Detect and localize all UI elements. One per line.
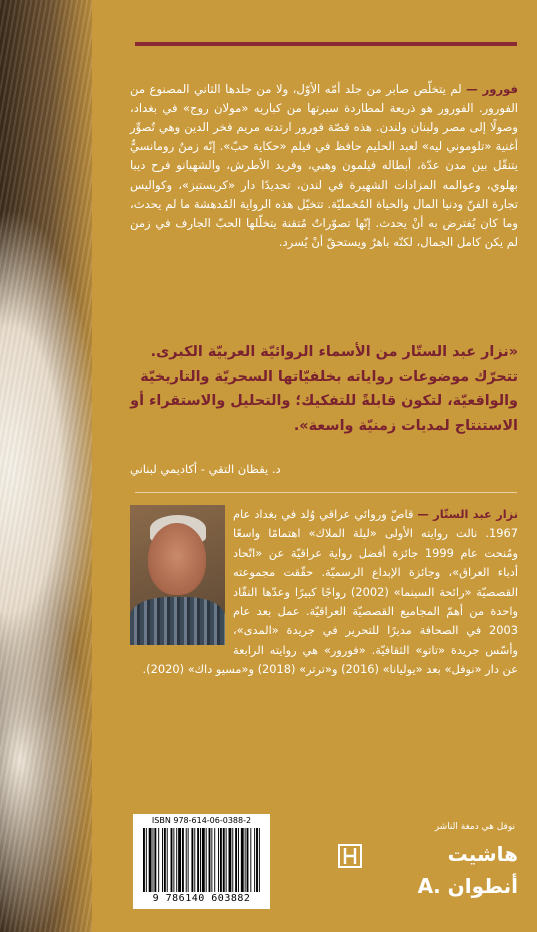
barcode-bar — [149, 828, 152, 892]
barcode-bar — [164, 828, 166, 892]
publisher-note: نوفل هي دمغة الناشر — [434, 822, 515, 832]
barcode-bar — [259, 828, 260, 892]
barcode-bar — [223, 828, 225, 892]
barcode-bar — [202, 828, 205, 892]
barcode-bar — [214, 828, 215, 892]
barcode-bar — [220, 828, 222, 892]
synopsis-lead: فورور — — [466, 81, 519, 96]
publisher-logo — [332, 842, 518, 906]
publisher-name-line2: أنطوان .A — [417, 874, 518, 898]
barcode-bar — [176, 828, 177, 892]
barcode-bar — [158, 828, 159, 892]
barcode-bar — [218, 828, 219, 892]
barcode-bar — [154, 828, 156, 892]
barcode-bars — [143, 828, 260, 892]
barcode-bar — [194, 828, 195, 892]
barcode-bar — [241, 828, 244, 892]
quote-credit: د. يقظان التقي - أكاديمي لبناني — [130, 462, 281, 476]
section-divider — [135, 492, 517, 493]
barcode-bar — [209, 828, 211, 892]
author-bio — [130, 505, 518, 680]
barcode-bar — [247, 828, 249, 892]
synopsis-body: لم يتخلّص صابر من جلد أمّه الأوّل، ولا من جلدها الثاني المصنوع من الفورور. الفورور هو ذريعة لمطاردة سيرتها من كباريه «مولان روج» في بغداد، وصولًا إلى مصر ولبنان ولندن. هذه قصّة فورور ارتدته مريم فخر الدين وهي تُصوِّر أغنية «تلوموني ليه» لعبد الحليم حافظ في فيلم «حكاية حبّ». إنّه زمنٌ رومانسيٌّ يتنقّل بين مدن عدّة، أبطاله فيلمون وهبي، وفريد الأطرش، والشهبانو فرح ديبا بهلوي، وعوالمه المزادات الشهيرة في لندن، تحديدًا دار «كريستيز»، وكواليس تجارة الفنّ ودنيا المال والحياة المُخمليّة. تتخيّل هذه الرواية المُدهشة ما لم يحدث، وما كان يُفترض به أنْ يحدث. إنّها تصوّراتٌ مُتقنة يتخلّلها الحبّ الجارف في زمن لم يكن كامل الجمال، لكنّه باهرٌ ويستحقّ أنْ يُسرد. — [130, 81, 518, 250]
barcode-bar — [162, 828, 163, 892]
synopsis-paragraph — [130, 80, 518, 253]
author-photo — [130, 505, 225, 645]
barcode-bar — [211, 828, 212, 892]
barcode-bar — [146, 828, 147, 892]
barcode-bar — [229, 828, 232, 892]
isbn-barcode — [133, 814, 270, 909]
barcode-bar — [256, 828, 258, 892]
barcode-bar — [167, 828, 168, 892]
bio-lead: نزار عبد الستّار — — [417, 507, 518, 521]
barcode-bar — [226, 828, 227, 892]
isbn-digits: 9 786140 603882 — [152, 893, 251, 904]
author-photo-face — [148, 523, 206, 595]
top-rule — [135, 42, 517, 46]
author-photo-shirt — [130, 597, 225, 645]
publisher-name-line1: هاشيت — [447, 842, 518, 866]
barcode-bar — [250, 828, 251, 892]
barcode-bar — [200, 828, 201, 892]
barcode-bar — [173, 828, 174, 892]
isbn-label: ISBN 978-614-06-0388-2 — [151, 816, 252, 825]
barcode-bar — [182, 828, 184, 892]
barcode-bar — [186, 828, 187, 892]
barcode-bar — [178, 828, 181, 892]
barcode-bar — [235, 828, 237, 892]
barcode-bar — [245, 828, 246, 892]
barcode-bar — [232, 828, 233, 892]
barcode-bar — [191, 828, 193, 892]
barcode-bar — [143, 828, 145, 892]
barcode-bar — [171, 828, 173, 892]
bio-body: قاصّ وروائي عراقي وُلد في بغداد عام 1967. نالت روايته الأولى «ليلة الملاك» اهتمامًا واسعًا ومُنحت عام 1999 جائزة أفضل رواية عراقيّة عن «اتّحاد أدباء العراق»، وجائزة الإبداع الرسميّة. حقّقت مجموعته القصصيّة «رائحة السينما» (2002) رواجًا كبيرًا وعدّها النقّاد واحدة من أهمّ المجاميع القصصيّة العراقيّة. عمل بعد عام 2003 في الصحافة مديرًا للتحرير في جريدة «المدى»، وأسّس جريدة «تاتو» الثقافيّة. «فورور» هي روايته الرابعة عن دار «نوفل» بعد «يوليانا» (2016) و«ترتر» (2018) و«مسيو داك» (2020). — [142, 507, 519, 677]
barcode-bar — [206, 828, 207, 892]
pull-quote: «نزار عبد الستّار من الأسماء الروائيّة العربيّة الكبرى. تتحرّك موضوعات رواياته بخلفيّاتها السحريّة والتاريخيّة والواقعيّة، لتكون قابلةً للتفكيك؛ والتحليل والاستقراء أو الاستنتاج لمديات زمنيّة واسعة». — [130, 344, 518, 434]
barcode-bar — [153, 828, 154, 892]
barcode-bar — [254, 828, 255, 892]
barcode-bar — [197, 828, 199, 892]
barcode-bar — [188, 828, 189, 892]
barcode-bar — [238, 828, 239, 892]
publisher-mark-icon — [338, 844, 362, 868]
cover-fur-image — [0, 0, 92, 932]
